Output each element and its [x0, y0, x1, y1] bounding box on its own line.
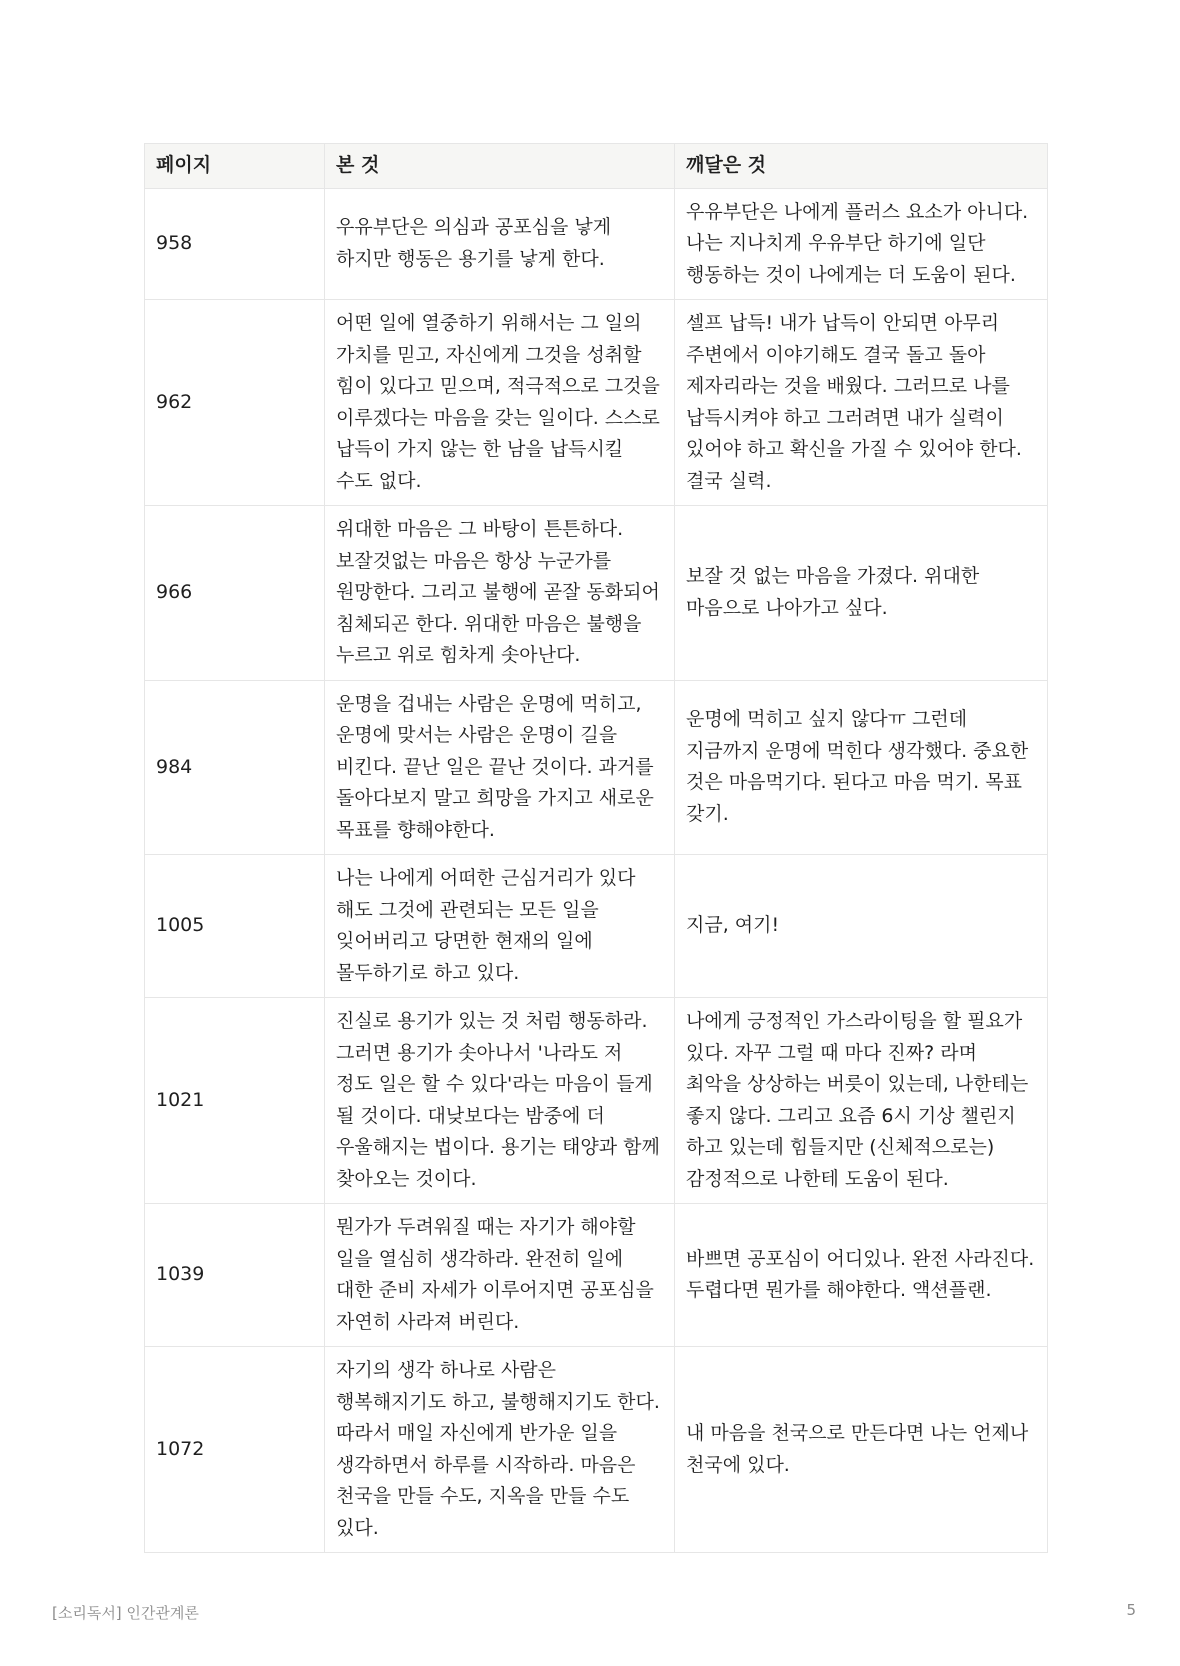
- table-row: [145, 1347, 1048, 1553]
- row-page: 962: [145, 300, 325, 506]
- header-learned: 깨달은 것: [675, 144, 1048, 189]
- row-page: 1039: [145, 1204, 325, 1347]
- table-row: [145, 506, 1048, 681]
- table-header-row: [145, 144, 1048, 189]
- row-page: 1072: [145, 1347, 325, 1553]
- table-row: [145, 300, 1048, 506]
- row-learned: 보잘 것 없는 마음을 가졌다. 위대한 마음으로 나아가고 싶다.: [675, 506, 1048, 681]
- row-page: 1021: [145, 998, 325, 1204]
- reading-notes-table: [144, 143, 1048, 1553]
- row-page: 1005: [145, 855, 325, 998]
- row-learned: 지금, 여기!: [675, 855, 1048, 998]
- table-row: [145, 680, 1048, 855]
- header-seen: 본 것: [325, 144, 675, 189]
- row-learned: 나에게 긍정적인 가스라이팅을 할 필요가 있다. 자꾸 그럴 때 마다 진짜? 라며 최악을 상상하는 버릇이 있는데, 나한테는 좋지 않다. 그리고 요즘 6시 기상 챌린지 하고 있는데 힘들지만 (신체적으로는) 감정적으로 나한테 도움이 된다.: [675, 998, 1048, 1204]
- row-seen: 어떤 일에 열중하기 위해서는 그 일의 가치를 믿고, 자신에게 그것을 성취할 힘이 있다고 믿으며, 적극적으로 그것을 이루겠다는 마음을 갖는 일이다. 스스로 납득이 가지 않는 한 남을 납득시킬 수도 없다.: [325, 300, 675, 506]
- row-page: 958: [145, 188, 325, 300]
- row-learned: 셀프 납득! 내가 납득이 안되면 아무리 주변에서 이야기해도 결국 돌고 돌아 제자리라는 것을 배웠다. 그러므로 나를 납득시켜야 하고 그러려면 내가 실력이 있어야 하고 확신을 가질 수 있어야 한다. 결국 실력.: [675, 300, 1048, 506]
- row-seen: 위대한 마음은 그 바탕이 튼튼하다. 보잘것없는 마음은 항상 누군가를 원망한다. 그리고 불행에 곧잘 동화되어 침체되곤 한다. 위대한 마음은 불행을 누르고 위로 힘차게 솟아난다.: [325, 506, 675, 681]
- table-row: [145, 1204, 1048, 1347]
- row-seen: 뭔가가 두려워질 때는 자기가 해야할 일을 열심히 생각하라. 완전히 일에 대한 준비 자세가 이루어지면 공포심을 자연히 사라져 버린다.: [325, 1204, 675, 1347]
- row-page: 966: [145, 506, 325, 681]
- row-learned: 내 마음을 천국으로 만든다면 나는 언제나 천국에 있다.: [675, 1347, 1048, 1553]
- row-seen: 나는 나에게 어떠한 근심거리가 있다 해도 그것에 관련되는 모든 일을 잊어버리고 당면한 현재의 일에 몰두하기로 하고 있다.: [325, 855, 675, 998]
- footer-document-title: [소리독서] 인간관계론: [52, 1604, 199, 1622]
- footer-page-number: 5: [1126, 1601, 1136, 1619]
- header-page: 페이지: [145, 144, 325, 189]
- table-row: [145, 188, 1048, 300]
- table-row: [145, 855, 1048, 998]
- row-page: 984: [145, 680, 325, 855]
- row-seen: 진실로 용기가 있는 것 처럼 행동하라. 그러면 용기가 솟아나서 '나라도 저 정도 일은 할 수 있다'라는 마음이 들게 될 것이다. 대낮보다는 밤중에 더 우울해지는 법이다. 용기는 태양과 함께 찾아오는 것이다.: [325, 998, 675, 1204]
- row-learned: 운명에 먹히고 싶지 않다ㅠ 그런데 지금까지 운명에 먹힌다 생각했다. 중요한 것은 마음먹기다. 된다고 마음 먹기. 목표 갖기.: [675, 680, 1048, 855]
- row-seen: 우유부단은 의심과 공포심을 낳게 하지만 행동은 용기를 낳게 한다.: [325, 188, 675, 300]
- row-learned: 우유부단은 나에게 플러스 요소가 아니다. 나는 지나치게 우유부단 하기에 일단 행동하는 것이 나에게는 더 도움이 된다.: [675, 188, 1048, 300]
- row-learned: 바쁘면 공포심이 어디있나. 완전 사라진다. 두렵다면 뭔가를 해야한다. 액션플랜.: [675, 1204, 1048, 1347]
- table-row: [145, 998, 1048, 1204]
- row-seen: 자기의 생각 하나로 사람은 행복해지기도 하고, 불행해지기도 한다. 따라서 매일 자신에게 반가운 일을 생각하면서 하루를 시작하라. 마음은 천국을 만들 수도, 지옥을 만들 수도 있다.: [325, 1347, 675, 1553]
- row-seen: 운명을 겁내는 사람은 운명에 먹히고, 운명에 맞서는 사람은 운명이 길을 비킨다. 끝난 일은 끝난 것이다. 과거를 돌아다보지 말고 희망을 가지고 새로운 목표를 향해야한다.: [325, 680, 675, 855]
